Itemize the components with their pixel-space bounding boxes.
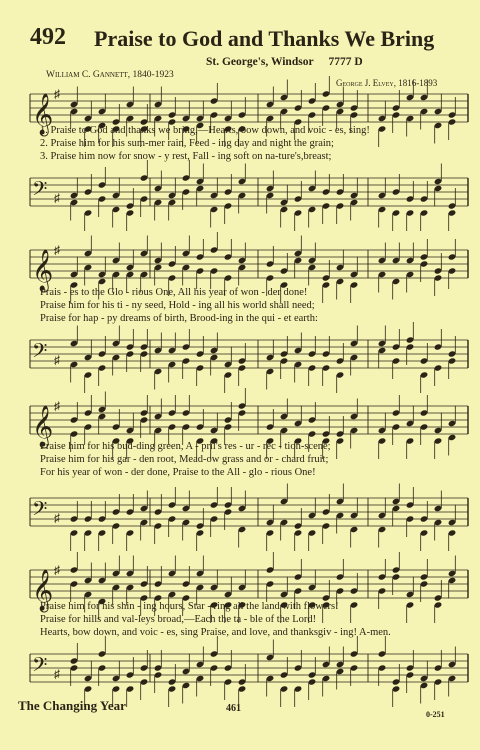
sharp-icon: ♯ <box>54 353 60 367</box>
tune-info <box>206 56 363 68</box>
lyrics-system-1 <box>40 124 470 163</box>
hymn-title: Praise to God and Thanks We Bring <box>94 26 435 51</box>
catalog-code: 0-251 <box>426 710 445 719</box>
treble-staff-2 <box>0 242 480 290</box>
treble-clef-icon: 𝄞 <box>32 570 54 611</box>
sharp-icon: ♯ <box>54 563 60 577</box>
bass-staff-4 <box>0 646 480 694</box>
bass-clef-icon: 𝄢 <box>32 339 48 367</box>
lyric-line: Praise for hills and val-leys broad,—Each the ta - ble of the Lord! <box>40 614 317 625</box>
treble-staff-3 <box>0 398 480 446</box>
meter: 7777 D <box>328 56 363 68</box>
page-number: 461 <box>226 703 241 714</box>
lyrics-system-4 <box>40 600 470 639</box>
section-title: The Changing Year <box>18 698 126 713</box>
bass-clef-icon: 𝄢 <box>32 177 48 205</box>
hymn-number: 492 <box>30 24 66 50</box>
sharp-icon: ♯ <box>54 399 60 413</box>
lyric-line: 1. Praise to God and thanks we bring,—Hearts, bow down, and voic - es, sing! <box>40 125 370 136</box>
bass-staff-2 <box>0 332 480 380</box>
treble-clef-icon: 𝄞 <box>32 94 54 135</box>
lyric-line: For his year of won - der done, Praise to the All - glo - rious One! <box>40 467 316 478</box>
lyric-line: Praise him for his ti - ny seed, Hold - ing all his world shall need; <box>40 300 315 311</box>
sharp-icon: ♯ <box>54 243 60 257</box>
treble-clef-icon: 𝄞 <box>32 250 54 291</box>
lyric-line: 3. Praise him now for snow - y rest, Fall - ing soft on na-ture's,breast; <box>40 151 332 162</box>
lyric-line: Praise for hap - py dreams of birth, Brood-ing in the qui - et earth: <box>40 313 318 324</box>
lyrics-system-2 <box>40 286 470 325</box>
bass-clef-icon: 𝄢 <box>32 653 48 681</box>
sharp-icon: ♯ <box>54 511 60 525</box>
bass-staff-3 <box>0 490 480 538</box>
lyric-line: Praise him for his gar - den root, Mead-ow grass and or - chard fruit; <box>40 454 329 465</box>
tune-name: St. George's, Windsor <box>206 56 314 68</box>
lyric-line: Praise him for his bud-ding green, A - pril's res - ur - rec - tion-scene; <box>40 441 331 452</box>
lyric-line: 2. Praise him for his sum-mer rain, Feed - ing day and night the grain; <box>40 138 334 149</box>
sharp-icon: ♯ <box>54 191 60 205</box>
sharp-icon: ♯ <box>54 87 60 101</box>
bass-staff-1 <box>0 170 480 218</box>
lyric-line: Prais - es to the Glo - rious One, All his year of won - der done! <box>40 287 308 298</box>
author-credit: William C. Gannett, 1840-1923 <box>46 70 174 80</box>
composer-credit: George J. Elvey, 1816-1893 <box>336 78 438 88</box>
treble-clef-icon: 𝄞 <box>32 406 54 447</box>
lyric-line: Praise him for his shin - ing hours, Star - ring all the land with flowers! <box>40 601 339 612</box>
lyric-line: Hearts, bow down, and voic - es, sing Praise, and love, and thanksgiv - ing! A-men. <box>40 627 391 638</box>
sharp-icon: ♯ <box>54 667 60 681</box>
lyrics-system-3 <box>40 440 470 479</box>
bass-clef-icon: 𝄢 <box>32 497 48 525</box>
